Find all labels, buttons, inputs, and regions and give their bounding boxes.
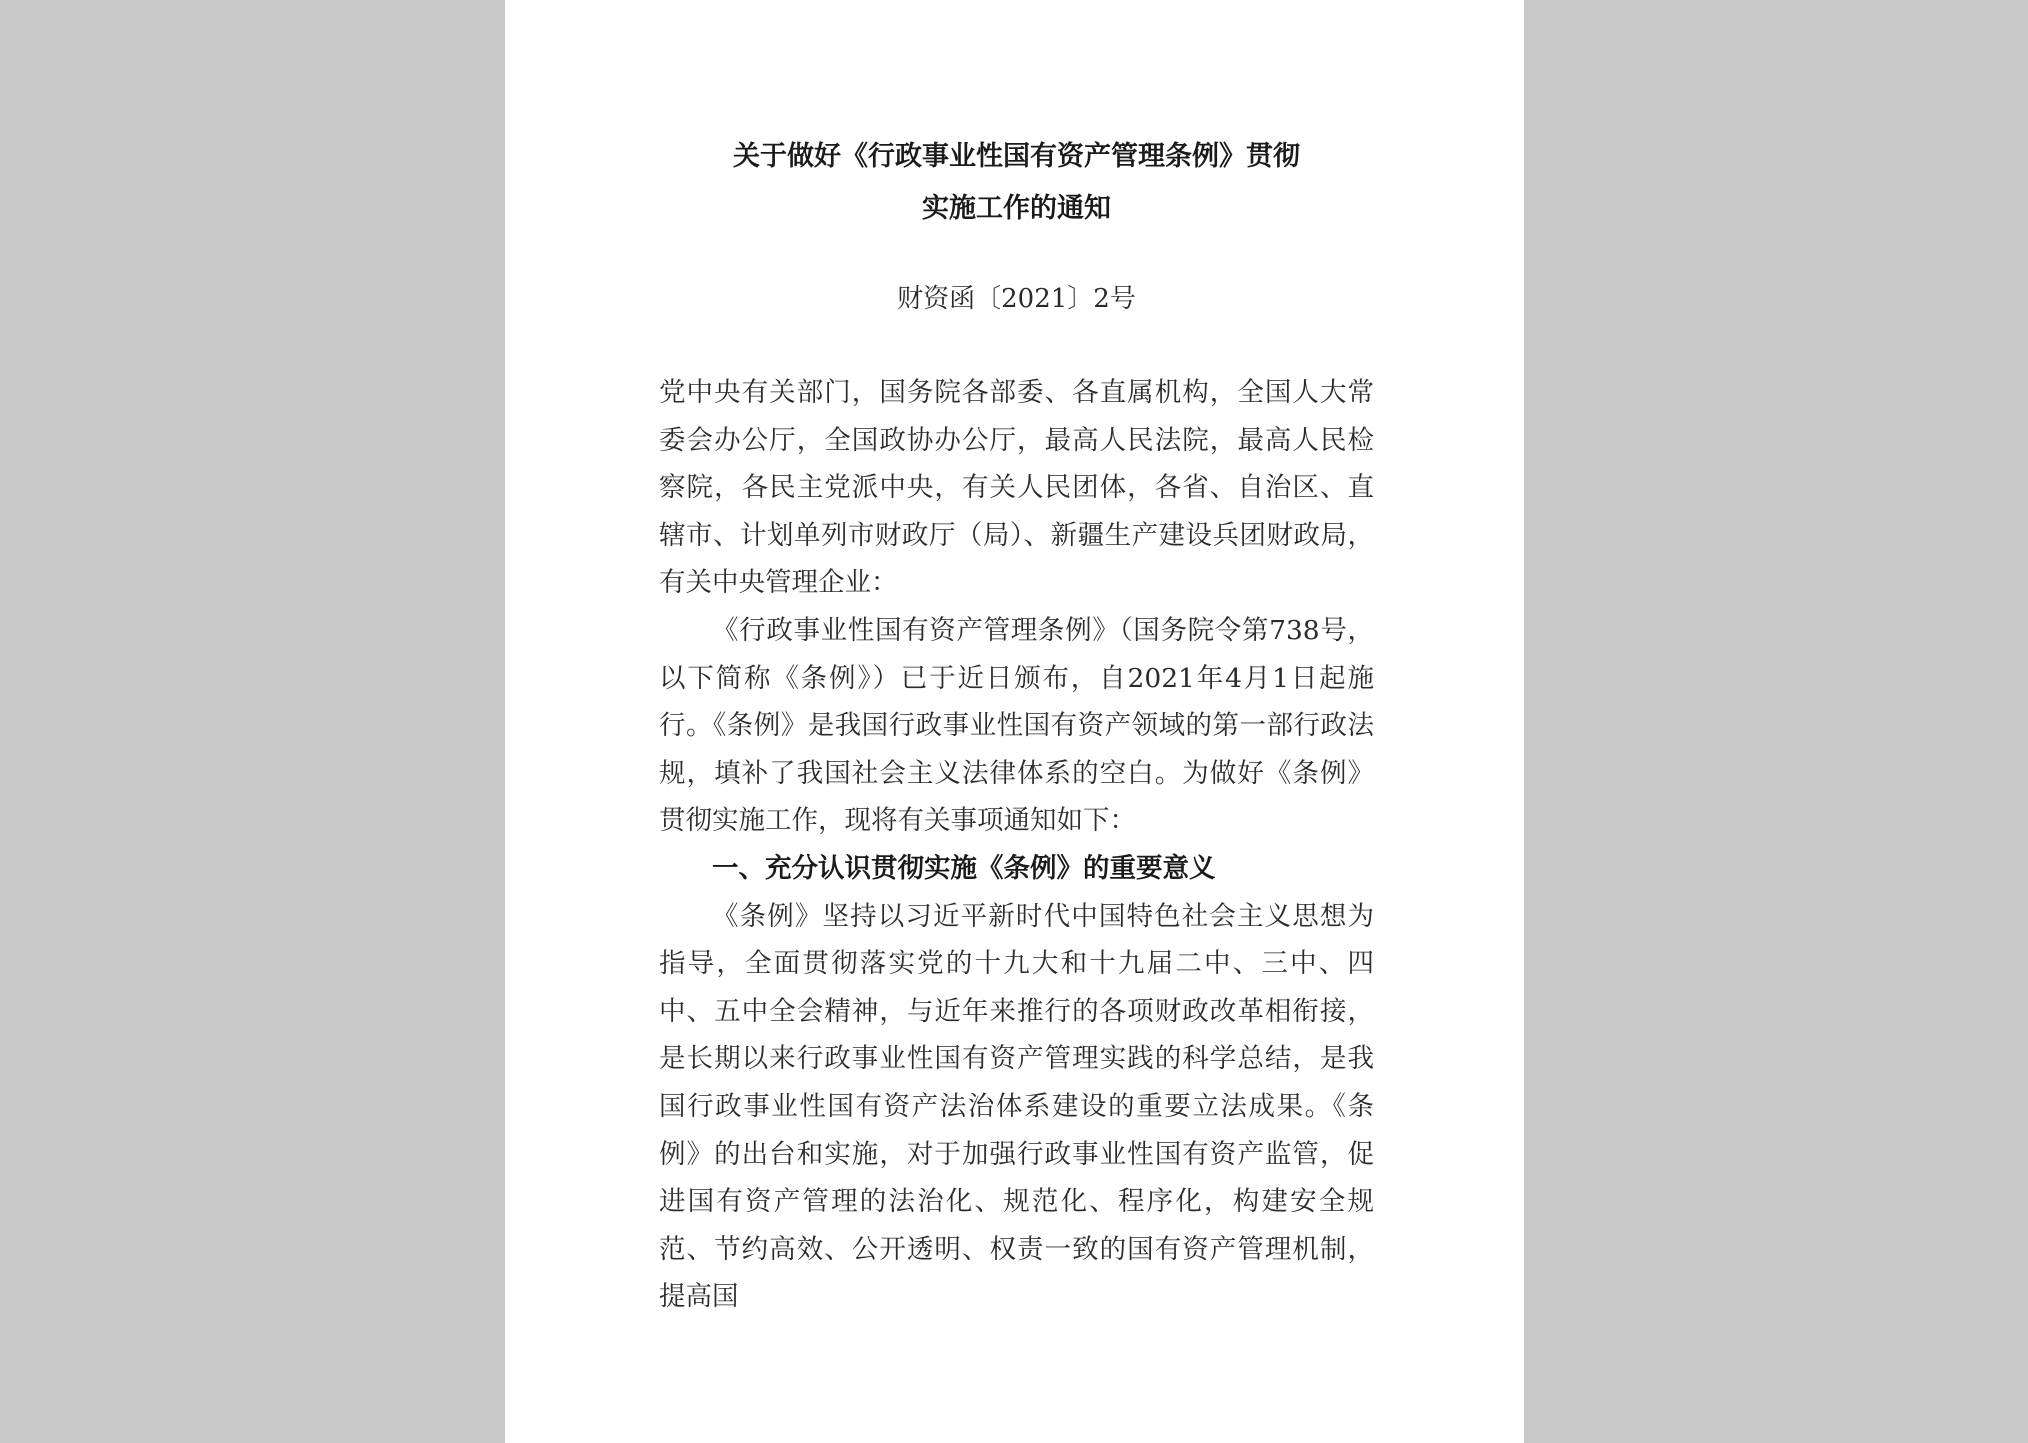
document-body xyxy=(659,369,1374,1321)
document-title-line-2: 实施工作的通知 xyxy=(922,193,1111,224)
document-number: 财资函〔2021〕2号 xyxy=(897,284,1136,314)
section-heading: 一、充分认识贯彻实施《条例》的重要意义 xyxy=(712,852,1216,884)
document-page xyxy=(505,0,1524,1443)
body-paragraph: 《条例》坚持以习近平新时代中国特色社会主义思想为指导，全面贯彻落实党的十九大和十九届二中、三中、四中、五中全会精神，与近年来推行的各项财政改革相衔接，是长期以来行政事业性国有资产管理实践的科学总结，是我国行政事业性国有资产法治体系建设的重要立法成果。《条例》的出台和实施，对于加强行政事业性国有资产监管，促进国有资产管理的法治化、规范化、程序化，构建安全规范、节约高效、公开透明、权责一致的国有资产管理机制，提高国 xyxy=(659,900,1374,1313)
document-title-line-1: 关于做好《行政事业性国有资产管理条例》贯彻 xyxy=(733,141,1300,172)
addressees-paragraph: 党中央有关部门，国务院各部委、各直属机构，全国人大常委会办公厅，全国政协办公厅，最高人民法院，最高人民检察院，各民主党派中央，有关人民团体，各省、自治区、直辖市、计划单列市财政厅（局）、新疆生产建设兵团财政局，有关中央管理企业： xyxy=(659,377,1374,599)
body-paragraph: 《行政事业性国有资产管理条例》（国务院令第738号，以下简称《条例》）已于近日颁布，自2021年4月1日起施行。《条例》是我国行政事业性国有资产领域的第一部行政法规，填补了我国社会主义法律体系的空白。为做好《条例》贯彻实施工作，现将有关事项通知如下： xyxy=(659,614,1374,837)
